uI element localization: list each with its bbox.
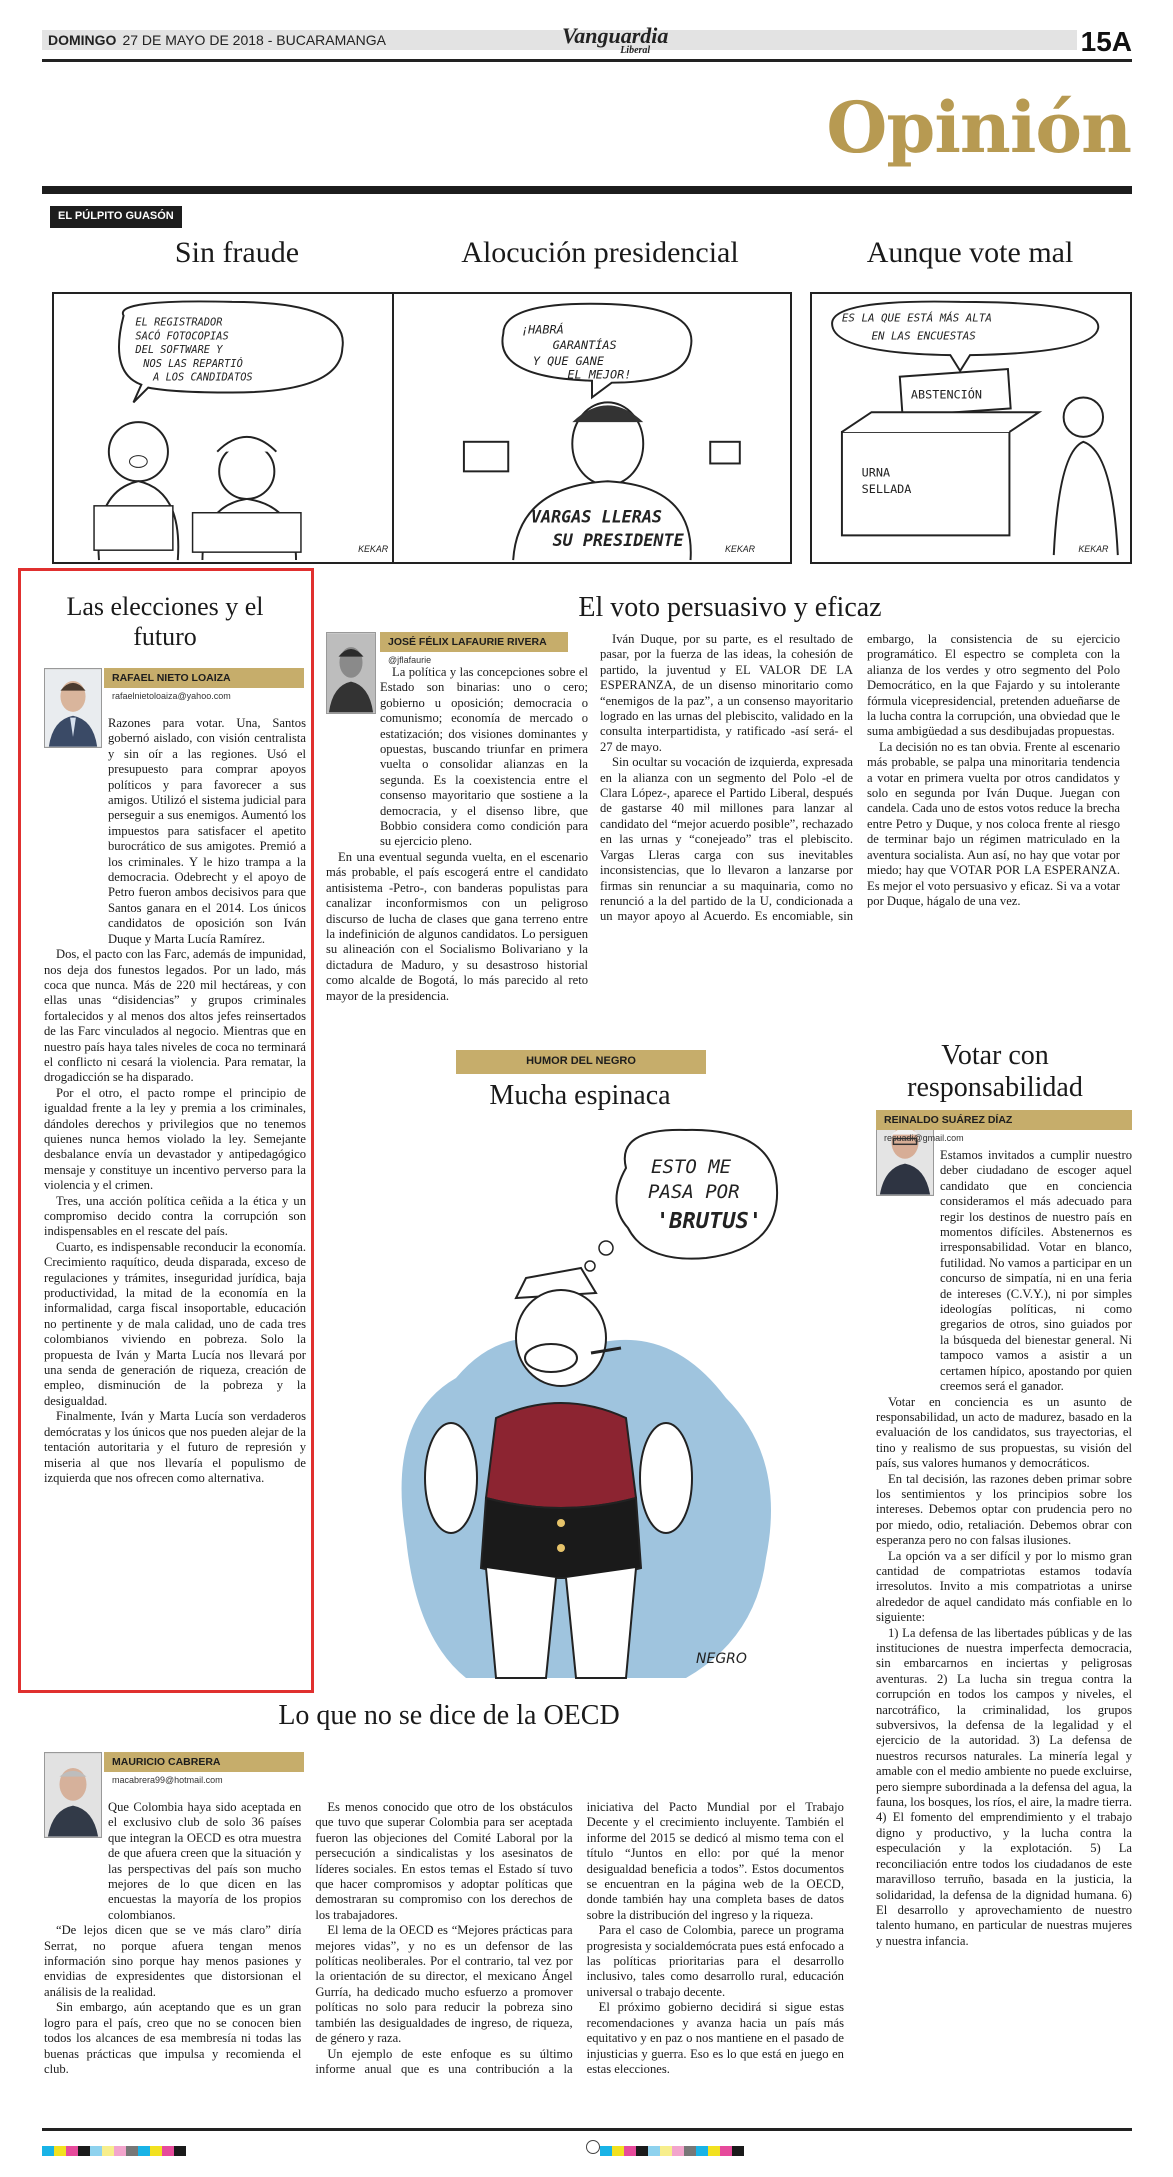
article-4-paragraph: Para el caso de Colombia, parece un programa progresista y socialdemócrata pues está enfocado a las políticas prioritarias para el desarrollo inclusivo, tales como desarrollo rural, educación universal o trabajo decente. [586, 1923, 844, 1999]
cartoon-aunque-vote-mal [810, 292, 1132, 564]
masthead-logo [562, 23, 669, 56]
bubble-2-line4: EL MEJOR! [567, 367, 632, 382]
cartoon-sin-fraude [52, 292, 410, 564]
article-3-body [876, 1148, 1132, 2118]
article-1-paragraph: Finalmente, Iván y Marta Lucía son verdaderos demócratas y los únicos que nos pueden alejar de la tentación autoritaria y el futuro de represión y miseria al que nos llevaría el populismo de izquierda que nos ofrecen como alternativa. [44, 1409, 306, 1485]
article-4-paragraph: El próximo gobierno decidirá si sigue estas recomendaciones y avanza hacia un país más equitativo y en paz o nos mantiene en el pasado de injusticias y guerra. Eso es lo que está en juego en estas elecciones. [586, 2000, 844, 2076]
dateline [48, 32, 386, 48]
article-2-email[interactable]: @jflafaurie [388, 655, 432, 665]
article-3-paragraph: La opción va a ser difícil y por lo mismo gran cantidad de compatriotas estamos todavía irresolutos. Invito a mis compatriotas a unirse alrededor de aquel candidato más confiable en lo siguiente: [876, 1548, 1132, 1625]
article-2-paragraph: La decisión no es tan obvia. Frente al escenario más probable, se palpa una minoritaria tendencia a votar en primera vuelta por otros candidatos y solo en segunda por Iván Duque. Juegan con candela. Cada uno de estos votos reduce la brecha entre Petro y Duque, y nos coloca frente al riesgo de terminar bajo un régimen matriculado en la aventura socialista. Aun así, no hay que votar por miedo; hay que VOTAR POR LA ESPERANZA. Es mejor el voto persuasivo y eficaz. Si va a votar por Duque, hágalo de una vez. [867, 739, 1120, 908]
article-1-body [44, 716, 306, 1686]
article-4-paragraph: Sin embargo, aún aceptando que es un gran logro para el país, creo que no se conocen bien todos los alcances de esa membresía ni todas las buenas prácticas que impulsa y recomienda el club. [44, 2000, 302, 2076]
bubble-2-line1: ¡HABRÁ [521, 322, 564, 337]
article-3-paragraph: Votar en conciencia es un asunto de responsabilidad, un acto de madurez, basado en la evaluación de los candidatos, sus trayectorias, el tino y realismo de sus propuestas, su visión del país, sus valores humanos y democráticos. [876, 1394, 1132, 1471]
thought-line3: 'BRUTUS' [656, 1209, 762, 1234]
article-4-paragraph: Un ejemplo de este enfoque es su último informe anual que es una contribución a la iniciativa del Pacto Mundial por el Trabajo Decente y el crecimiento incluyente. También el informe del 2015 se dedicó al mismo tema con el título “Juntos en ello: por qué la menor desigualdad beneficia a todos”. Estos documentos se encuentran en la página web de la OECD, donde también hay una completa bases de datos sobre la distribución del ingreso y la riqueza. [315, 1800, 844, 2076]
bubble-1-line1: EL REGISTRADOR [135, 316, 223, 329]
article-1-author: RAFAEL NIETO LOAIZA [104, 668, 304, 688]
humor-cartoon [366, 1118, 796, 1688]
article-2-paragraph: En una eventual segunda vuelta, en el escenario más probable, el país escogerá entre el candidato antisistema -Petro-, con banderas populistas para canalizar inconformismos con un peligroso discurso de lucha de clases que gana terreno entre la indefinición de algunos candidatos. Lo persiguen su alineación con el Socialismo Bolivariano y la dictadura de Maduro, y su desastroso historial como alcalde de Bogotá, lo más parecido al reto mayor de la presidencia. [326, 849, 588, 1003]
strip-title-1: Sin fraude [174, 236, 300, 269]
article-3-paragraph: 1) La defensa de las libertades públicas y de las instituciones de nuestra imperfecta democracia, sin embarcarnos en inciertas y peligrosas aventuras. 2) La lucha sin tregua contra la corrupción en todos los campos y niveles, el narcotráfico, la criminalidad, los grupos subversivos, la defensa de la legalidad y el ejercicio de la autoridad. 3) La defensa de nuestros recursos naturales. La minería legal y amable con el medio ambiente no puede excluirse, pero siempre subordinada a la defensa del agua, la fauna, los bosques, los ríos, el aire, la madre tierra. 4) El fomento del emprendimiento y el trabajo digno y productivo, y la lucha contra la especulación y la explotación. 5) La reconciliación entre todos los ciudadanos de este maravilloso terruño, basada en la justicia, la solidaridad, la defensa de la dignidad humana. 6) El desarrollo y aprovechamiento de nuestro talento humano, en particular de nuestras mujeres y nuestra infancia. [876, 1625, 1132, 1948]
cartoon-alocucion [392, 292, 792, 564]
humor-signature: NEGRO [696, 1651, 747, 1667]
article-1-email[interactable]: rafaelnietoloaiza@yahoo.com [112, 691, 231, 701]
article-3-author: REINALDO SUÁREZ DÍAZ [876, 1110, 1132, 1130]
cartoon-3-drawing [812, 294, 1130, 562]
article-1-paragraph: Tres, una acción política ceñida a la ética y un compromiso decido contra la corrupción son indispensables en el rescate del país. [44, 1193, 306, 1239]
bubble-2-line2: GARANTÍAS [552, 338, 617, 353]
cartoon-2-drawing [394, 294, 790, 562]
article-4-byline [104, 1752, 304, 1792]
article-2-col-2 [600, 632, 1120, 1045]
article-4-paragraph: “De lejos dicen que se ve más claro” diría Serrat, no porque afuera tengan menos información sino porque hay menos pasiones y envidias de expresidentes que distorsionan el análisis de la realidad. [44, 1923, 302, 1999]
bubble-3-line2: EN LAS ENCUESTAS [871, 329, 976, 343]
article-2-paragraph: Iván Duque, por su parte, es el resultado de pasar, por la fuerza de las ideas, la cohesión de partido, la juventud y EL VALOR DE LA ESPERANZA, de un disenso minoritario como “enemigos de la paz”, a un consenso mayoritario logrado en las urnas del plebiscito, validado en la consulta interpartidista, y ratificado -así será- el 27 de mayo. [600, 632, 853, 754]
dateline-date: 27 DE MAYO DE 2018 - BUCARAMANGA [122, 32, 386, 48]
section-title: Opinión [826, 86, 1131, 169]
cartoon-3-signature: KEKAR [1078, 544, 1109, 555]
article-3-email[interactable]: resuadi@gmail.com [884, 1133, 964, 1143]
article-4-email[interactable]: macabrera99@hotmail.com [112, 1775, 223, 1785]
article-3-paragraph: En tal decisión, las razones deben primar sobre los sentimientos y los principios sobre los intereses. Debemos optar con prudencia pero no por miedo, odio, retaliación. Debemos obrar con esperanza pero no con falsas ilusiones. [876, 1471, 1132, 1548]
strip-title-3: Aunque vote mal [866, 236, 1074, 269]
cartoon-2-signature: KEKAR [725, 544, 756, 555]
article-4-paragraph: Es menos conocido que otro de los obstáculos que tuvo que superar Colombia para ser aceptada fueron las objeciones del Comité Laboral por la persecución a sindicalistas y los asesinatos de líderes sociales. En estos temas el Estado sí tuvo que hacer compromisos y adoptar políticas que demostraran su compromiso con los derechos de los trabajadores. [315, 1800, 573, 1922]
bubble-1-line2: SACÓ FOTOCOPIAS [135, 330, 229, 343]
page-number: 15A [1080, 26, 1132, 57]
thought-line1: ESTO ME [651, 1156, 732, 1178]
color-registration-left [42, 2146, 186, 2156]
dateline-day: DOMINGO [48, 32, 117, 48]
masthead-sub: Liberal [620, 45, 651, 56]
cartoon-3-box-line1: URNA [861, 465, 891, 480]
article-2-paragraph: La política y las concepciones sobre el Estado son binarias: uno o cero; gobierno u oposición; democracia o comunismo; economía de mercado o estatización; dos visiones dominantes y opuestas, buscando triunfar en primera vuelta o consolidar alianzas en la segunda. Es la coexistencia entre el consenso mayoritario que sostiene a la democracia, y el disenso libre, que Bobbio considera como condición para su ejercicio pleno. [380, 665, 588, 849]
color-registration-right [600, 2146, 744, 2156]
article-2-col-1 [326, 665, 588, 1045]
article-4-author: MAURICIO CABRERA [104, 1752, 304, 1772]
article-1-headline: Las elecciones y el futuro [66, 592, 264, 651]
bubble-1-line5: A LOS CANDIDATOS [153, 371, 253, 384]
pulpito-tag: EL PÚLPITO GUASÓN [50, 206, 182, 228]
cartoon-1-signature: KEKAR [358, 544, 389, 555]
cartoon-2-shirt-line1: VARGAS LLERAS [530, 506, 663, 527]
humor-tag: HUMOR DEL NEGRO [456, 1050, 706, 1074]
article-2-paragraph: Sin ocultar su vocación de izquierda, expresada en la alianza con un segmento del Polo -el de Clara López-, aparece el Partido Liberal, después de gastarse 40 mil millones para lanzar al candidato del “mejor acuerdo posible”, rechazado en las urnas y “conejeado” tras el plebiscito. Vargas Lleras carga con sus inevitables inconsistencias, que lo llevaron a lanzarse por firmas sin renunciar a su maquinaria, como no renunció a la del partido de la U, condicionada a un mayor apoyo al Acuerdo. Es encomiable, sin embargo, la consistencia de su ejercicio programático. El espectro se completa con la alianza de los verdes y otro segmento del Polo Democrático, en la que Fajardo y su intolerante fórmula vicepresidencial, pretenden adueñarse de la lucha contra la corrupción, una obviedad que le suma ambigüedad a sus desdibujadas propuestas. [600, 632, 1120, 924]
article-1-paragraph: Razones para votar. Una, Santos gobernó aislado, con visión centralista y sin oír a las regiones. Usó el presupuesto para comprar apoyos políticos y para favorecer a sus amigos. Utilizó el sistema judicial para perseguir a sus enemigos. Aumentó los impuestos para satisfacer el apetito burocrático de sus amigotes. Premió a los criminales. Y le hizo trampa a la democracia. Odebrecht y el apoyo de Petro fueron ambos decisivos para que Santos ganara en el 2014. Los únicos candidatos de oposición son Iván Duque y Marta Lucía Ramírez. [108, 716, 306, 946]
bubble-3-line1: ES LA QUE ESTÁ MÁS ALTA [841, 311, 992, 325]
cartoon-3-box-line2: SELLADA [861, 482, 912, 497]
thought-line2: PASA POR [648, 1181, 740, 1203]
popeye-drawing [366, 1118, 796, 1688]
masthead-name: Vanguardia [562, 23, 669, 48]
strip-title-2: Alocución presidencial [461, 236, 739, 269]
registration-mark [586, 2140, 600, 2154]
article-1-paragraph: Dos, el pacto con las Farc, además de impunidad, nos deja dos funestos legados. Por un lado, más coca que nunca. Más de 220 mil hectáreas, y con ellas unas “disidencias” y grupos criminales fortalecidos y al menos dos altos jefes reinsertados de las Farc vinculados al negocio. Mientras que en nuestro país haya tales niveles de coca no terminará el conflicto ni cesará la violencia. Para rematar, la drogadicción se ha disparado. [44, 947, 306, 1085]
article-3-headline: Votar con responsabilidad [907, 1040, 1083, 1104]
article-2-headline: El voto persuasivo y eficaz [578, 592, 882, 623]
article-4-paragraph: Que Colombia haya sido aceptada en el exclusivo club de solo 36 países que integran la OECD es otra muestra de que afuera creen que la situación y las perspectivas del país son mucho mejores de lo que dicen en las encuestas la mayoría de los propios colombianos. [108, 1800, 302, 1922]
article-2-author: JOSÉ FÉLIX LAFAURIE RIVERA [380, 632, 568, 652]
article-4-headline: Lo que no se dice de la OECD [278, 1700, 620, 1731]
cartoon-2-shirt-line2: SU PRESIDENTE [552, 530, 684, 551]
humor-title: Mucha espinaca [489, 1080, 671, 1111]
article-4-body [44, 1800, 844, 2122]
article-1-paragraph: Por el otro, el pacto rompe el principio de igualdad frente a la ley y premia a los criminales, dándoles derechos y privilegios que no tenemos quienes nunca hemos violado la ley. Semejante desbalance envía un devastador y antipedagógico mensaje y constituye un incentivo perverso para la violencia y el crimen. [44, 1085, 306, 1193]
bubble-1-line3: DEL SOFTWARE Y [135, 344, 223, 357]
article-1-byline [104, 668, 304, 708]
cartoon-1-drawing [54, 294, 408, 562]
article-3-byline [876, 1110, 1132, 1150]
article-4-paragraph: El lema de la OECD es “Mejores prácticas para mejores vidas”, y no es un defensor de las políticas neoliberales. Por el contrario, tal vez por la orientación de su director, el mexicano Ángel Gurría, ha dedicado mucho esfuerzo a promover políticas no solo para reducir la pobreza sino también las desigualdades de ingreso, de riqueza, de género y raza. [315, 1923, 573, 2046]
cartoon-3-ballot: ABSTENCIÓN [910, 387, 983, 402]
article-3-paragraph: Estamos invitados a cumplir nuestro deber ciudadano de escoger aquel candidato que en conciencia consideramos el más adecuado para regir los destinos de nuestro país en momentos difíciles. Abstenernos es irresponsabilidad. Votar en blanco, futilidad. No vamos a participar en un concurso de simpatía, ni en una feria de intereses (C.V.Y.), ni por simples ideologías políticas, ni como gregarios de otros, sino guiados por la búsqueda del bienestar general. Ni tampoco vamos a asistir a un certamen hípico, apostando por quien creemos será el ganador. [940, 1148, 1132, 1394]
page-header [42, 23, 1132, 62]
article-1-paragraph: Cuarto, es indispensable reconducir la economía. Crecimiento raquítico, deuda disparada, exceso de regulaciones y trámites, inseguridad jurídica, baja productividad, la mitad de la economía en la informalidad, carga fiscal insoportable, educación no pertinente y de mala calidad, uno de cada tres colombianos viviendo en pobreza. Solo la propuesta de Iván y Marta Lucía nos llevará por una senda de generación de riqueza, creación de empleo, disminución de la pobreza y la desigualdad. [44, 1239, 306, 1408]
section-rule [42, 186, 1132, 194]
bubble-1-line4: NOS LAS REPARTIÓ [143, 357, 243, 370]
bubble-2-line3: Y QUE GANE [532, 353, 605, 368]
